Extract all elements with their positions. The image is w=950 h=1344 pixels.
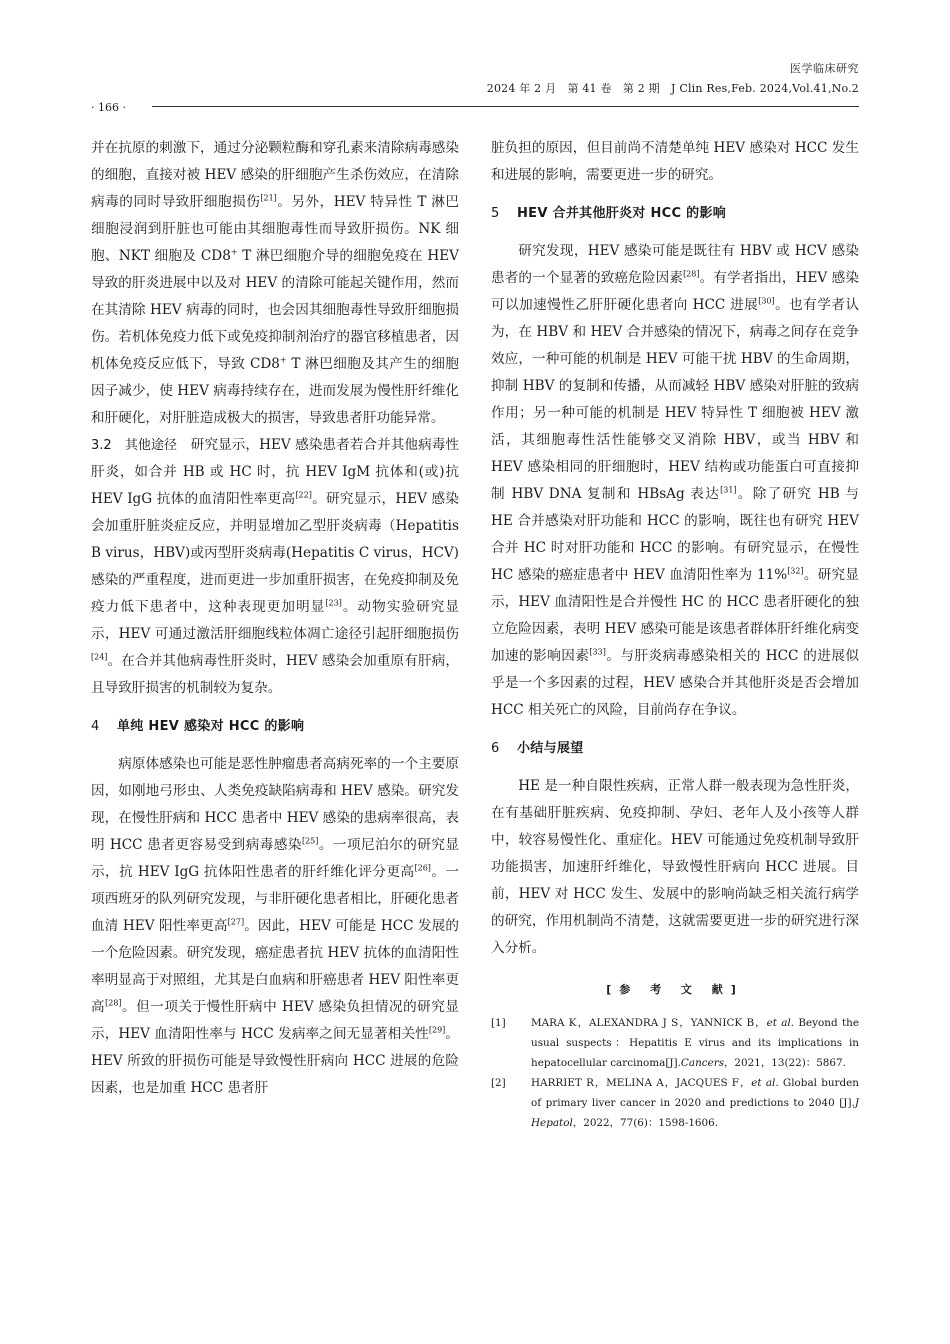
citation: [33]	[589, 647, 606, 657]
citation: [28]	[683, 269, 700, 279]
section-6-body: HE 是一种自限性疾病，正常人群一般表现为急性肝炎，在有基础肝脏疾病、免疫抑制、孕妇、老年人及小孩等人群中，较容易慢性化、重症化。HEV 可能通过免疫机制导致肝功能损害，加速肝纤维化，导致慢性肝病向 HCC 进展。目前，HEV 对 HCC 发生、发展中的影响尚缺乏相关流行病学的研究，作用机制尚不清楚，这就需要更进一步的研究进行深入分析。	[491, 778, 859, 956]
section-heading-4: 4 单纯 HEV 感染对 HCC 的影响	[91, 719, 305, 734]
citation: [25]	[301, 836, 319, 846]
left-column	[91, 135, 459, 1102]
citation: [26]	[414, 863, 431, 873]
section-5-body: 研究发现，HEV 感染可能是既往有 HBV 或 HCV 感染患者的一个显著的致癌危险因素[28]。有学者指出，HEV 感染可以加速慢性乙肝肝硬化患者向 HCC 进展[30]。也有学者认为，在 HBV 和 HEV 合并感染的情况下，病毒之间存在竞争效应，一种可能的机制是 HEV 可能干扰 HBV 的生命周期，抑制 HBV 的复制和传播，从而减轻 HBV 感染对肝脏的致病作用；另一种可能的机制是 HEV 特异性 T 细胞被 HEV 激活，其细胞毒性活性能够交叉消除 HBV，或当 HBV 和 HEV 感染相同的肝细胞时，HEV 结构或功能蛋白可直接抑制 HBV DNA 复制和 HBsAg 表达[31]。除了研究 HB 与 HE 合并感染对肝功能和 HCC 的影响，既往也有研究 HEV 合并 HC 时对肝功能和 HCC 的影响。有研究显示，在慢性 HC 感染的癌症患者中 HEV 血清阳性率为 11%[32]。研究显示，HEV 血清阳性是合并慢性 HC 的 HCC 患者肝硬化的独立危险因素，表明 HEV 感染可能是该患者群体肝纤维化病变加速的影响因素[33]。与肝炎病毒感染相关的 HCC 的进展似乎是一个多因素的过程，HEV 感染合并其他肝炎是否会增加 HCC 相关死亡的风险，目前尚存在争议。	[491, 243, 859, 718]
subsection-3-2: 3.2 其他途径 研究显示，HEV 感染患者若合并其他病毒性肝炎，如合并 HB 或 HC 时，抗 HEV IgM 抗体和(或)抗 HEV IgG 抗体的血清阳性率更高[22]。研究显示，HEV 感染会加重肝脏炎症反应，并明显增加乙型肝炎病毒（Hepatitis B virus，HBV)或丙型肝炎病毒(Hepatitis C virus，HCV)感染的严重程度，进而更进一步加重肝损害，在免疫抑制及免疫力低下患者中，这种表现更加明显[23]。动物实验研究显示，HEV 可通过激活肝细胞线粒体凋亡途径引起肝细胞损伤[24]。在合并其他病毒性肝炎时，HEV 感染会加重原有肝病，且导致肝损害的机制较为复杂。	[91, 437, 460, 696]
citation: [21]	[260, 193, 277, 203]
citation: [32]	[787, 566, 804, 576]
reference-number: [2]	[491, 1077, 506, 1089]
citation: [31]	[720, 485, 737, 495]
citation: [29]	[428, 1025, 446, 1035]
issue-line: 2024 年 2 月 第 41 卷 第 2 期 J Clin Res,Feb. 2024,Vol.41,No.2	[486, 82, 859, 95]
citation: [30]	[758, 296, 775, 306]
section-4-body: 病原体感染也可能是恶性肿瘤患者高病死率的一个主要原因，如刚地弓形虫、人类免疫缺陷病毒和 HEV 感染。研究发现，在慢性肝病和 HCC 患者中 HEV 感染的患病率很高，表明 HCC 患者更容易受到病毒感染[25]。一项尼泊尔的研究显示，抗 HEV IgG 抗体阳性患者的肝纤维化评分更高[26]。一项西班牙的队列研究发现，与非肝硬化患者相比，肝硬化患者血清 HEV 阳性率更高[27]。因此，HEV 可能是 HCC 发展的一个危险因素。研究发现，癌症患者抗 HEV 抗体的血清阳性率明显高于对照组，尤其是白血病和肝癌患者 HEV 阳性率更高[28]。但一项关于慢性肝病中 HEV 感染负担情况的研究显示，HEV 血清阳性率与 HCC 发病率之间无显著相关性[29]。HEV 所致的肝损伤可能是导致慢性肝病向 HCC 进展的危险因素，也是加重 HCC 患者肝	[91, 756, 459, 1096]
subsection-label: 3.2 其他途径	[91, 438, 178, 453]
section-heading-5: 5 HEV 合并其他肝炎对 HCC 的影响	[491, 206, 727, 221]
right-column	[491, 135, 859, 1133]
reference-list	[491, 1013, 859, 1133]
reference-text: HARRIET R，MELINA A，JACQUES F，et al. Global burden of primary liver cancer in 2020 and predictions to 2040 [J].J Hepatol，2022，77(6)：1598-1606.	[531, 1077, 860, 1129]
citation: [22]	[295, 490, 312, 500]
references-heading: [参 考 文 献]	[606, 983, 744, 996]
reference-text: MARA K，ALEXANDRA J S，YANNICK B，et al. Beyond the usual suspects：Hepatitis E virus and its implications in hepatocellular carcinoma[J].Cancers，2021，13(22)：5867.	[531, 1017, 859, 1069]
citation: [23]	[325, 598, 342, 608]
citation: [28]	[105, 998, 122, 1008]
section-4-continued: 脏负担的原因，但目前尚不清楚单纯 HEV 感染对 HCC 发生和进展的影响，需要更进一步的研究。	[491, 140, 859, 183]
page-number: · 166 ·	[91, 101, 126, 114]
reference-number: [1]	[491, 1017, 506, 1029]
paragraph-continued: 并在抗原的刺激下，通过分泌颗粒酶和穿孔素来清除病毒感染的细胞，直接对被 HEV 感染的肝细胞产生杀伤效应，在清除病毒的同时导致肝细胞损伤[21]。另外，HEV 特异性 T 淋巴细胞浸润到肝脏也可能由其细胞毒性而导致肝损伤。NK 细胞、NKT 细胞及 CD8+ T 淋巴细胞介导的细胞免疫在 HEV 导致的肝炎进展中以及对 HEV 的清除可能起关键作用，然而在其清除 HEV 病毒的同时，也会因其细胞毒性导致肝细胞损伤。若机体免疫力低下或免疫抑制剂治疗的器官移植患者，因机体免疫反应低下，导致 CD8+ T 淋巴细胞及其产生的细胞因子减少，使 HEV 病毒持续存在，进而发展为慢性肝纤维化和肝硬化，对肝脏造成极大的损害，导致患者肝功能异常。	[91, 140, 460, 426]
reference-item	[491, 1073, 859, 1133]
citation: [24]	[91, 652, 108, 662]
reference-item	[491, 1013, 859, 1073]
header-rule	[152, 106, 859, 107]
citation: [27]	[227, 917, 245, 927]
section-heading-6: 6 小结与展望	[491, 741, 584, 756]
journal-name: 医学临床研究	[790, 62, 859, 75]
